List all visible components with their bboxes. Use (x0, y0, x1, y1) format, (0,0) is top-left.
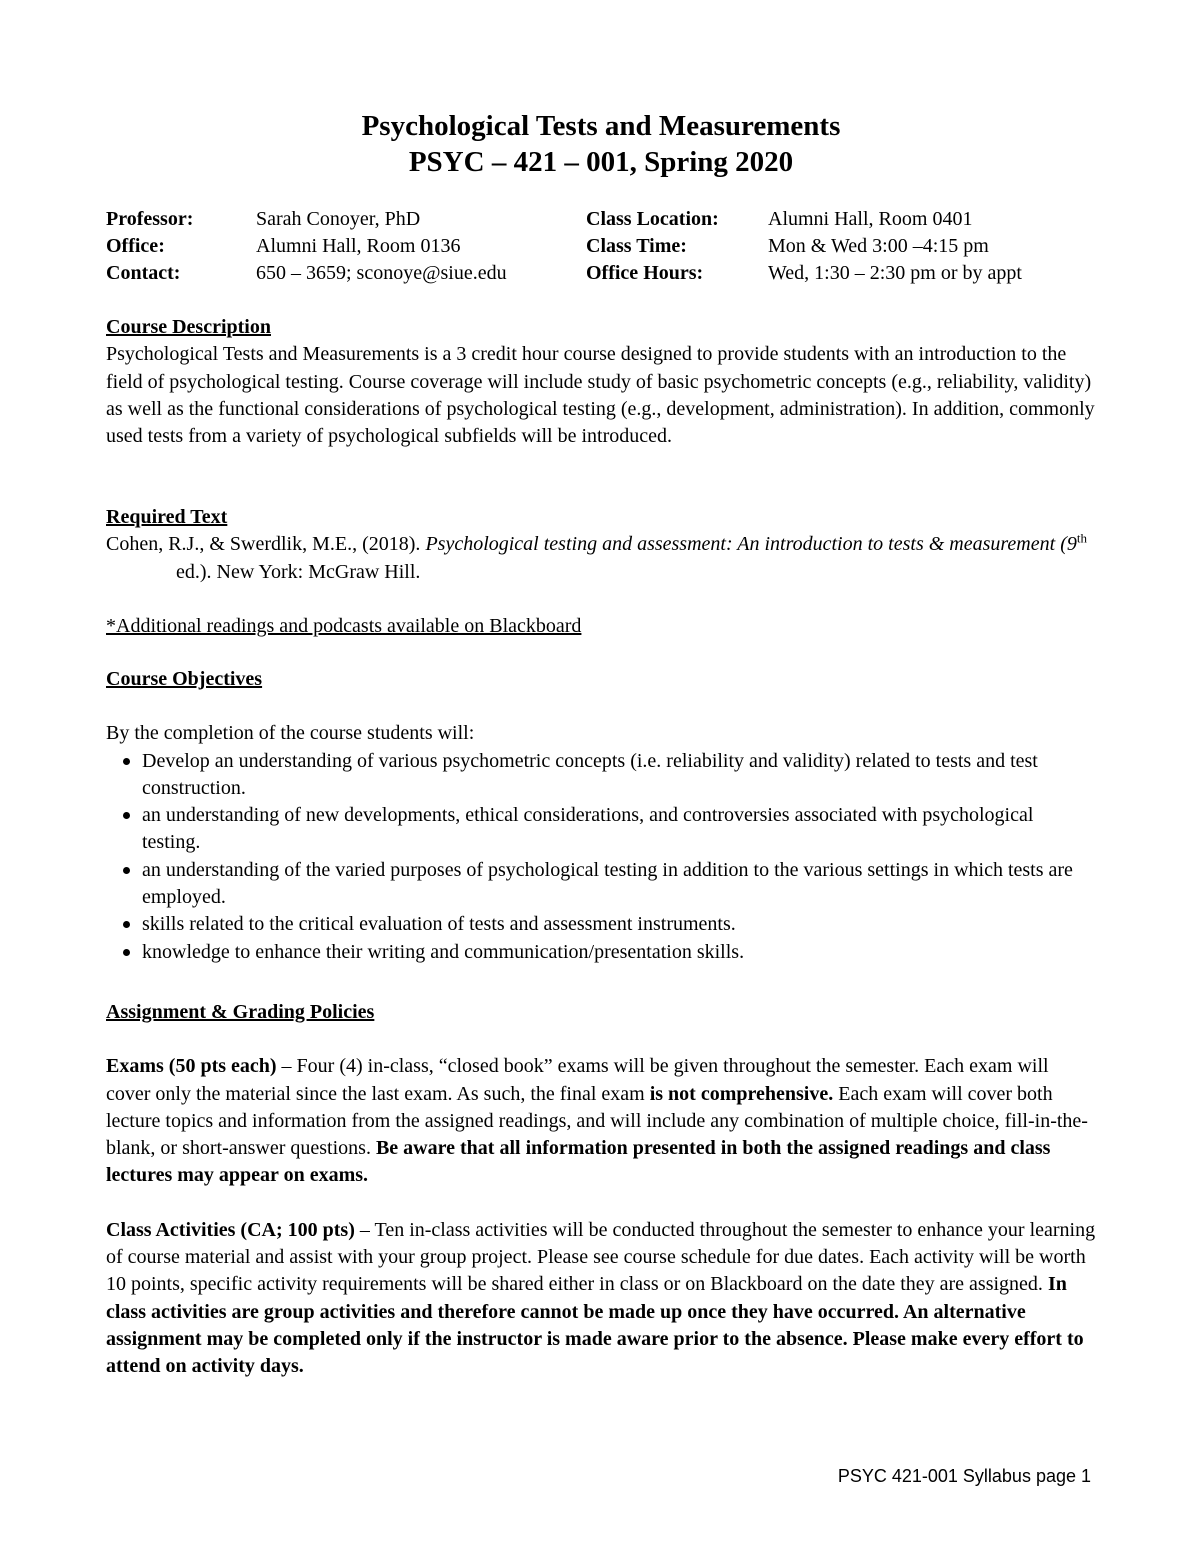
objectives-intro: By the completion of the course students will: (106, 722, 475, 745)
grading-section (106, 999, 1096, 1381)
office-value: Alumni Hall, Room 0136 (256, 235, 461, 257)
course-info-table (106, 206, 1096, 287)
exams-text-2: Each exam will cover both lecture topics and information from the assigned readings, and will include any combination of multiple choice, fill-in-the-blank, or short-answer questions. (106, 1082, 1088, 1160)
class-time-label: Class Time: (586, 235, 687, 257)
office-label: Office: (106, 235, 165, 257)
citation-edition-open: (9 (1055, 533, 1077, 556)
citation-edition-sup: th (1076, 530, 1087, 546)
grading-heading: Assignment & Grading Policies (106, 1001, 375, 1023)
activities-text-1: – Ten in-class activities will be conducted throughout the semester to enhance your learning of course material and assist with your group project. Please see course schedule for due dates. Each activity will be worth 10 points, specific activity requirements will be shared either in class or on Blackboard on the date they are assigned. (106, 1218, 1096, 1296)
list-item: skills related to the critical evaluation of tests and assessment instruments. (106, 911, 1096, 938)
activities-bold-1: In class activities are group activities and therefore cannot be made up once they have occurred. An alternative assignment may be completed only if the instructor is made aware prior to the absence. Please make every effort to attend on activity days. (106, 1273, 1084, 1378)
info-row-office (106, 233, 1096, 260)
course-description-body: Psychological Tests and Measurements is a 3 credit hour course designed to provide students with an introduction to the field of psychological testing. Course coverage will include study of basic psychometric concepts (e.g., reliability, validity) as well as the functional considerations of psychological testing (e.g., development, administration). In addition, commonly used tests from a variety of psychological subfields will be introduced. (106, 343, 1095, 448)
class-location-label: Class Location: (586, 208, 719, 230)
course-objectives-heading: Course Objectives (106, 668, 263, 690)
citation-title: Psychological testing and assessment: An introduction to tests & measurement (425, 533, 1056, 556)
contact-label: Contact: (106, 262, 181, 284)
class-time-value: Mon & Wed 3:00 –4:15 pm (768, 235, 989, 257)
required-text-section (106, 504, 1096, 640)
list-item: knowledge to enhance their writing and communication/presentation skills. (106, 939, 1096, 966)
page-title: Psychological Tests and Measurements (361, 110, 841, 142)
textbook-citation (106, 531, 1096, 586)
course-code-title: PSYC – 421 – 001, Spring 2020 (408, 146, 794, 178)
course-objectives-section (106, 666, 1096, 966)
activities-paragraph (106, 1217, 1096, 1381)
page-footer: PSYC 421-001 Syllabus page 1 (837, 1466, 1091, 1486)
info-row-professor (106, 206, 1096, 233)
professor-value: Sarah Conoyer, PhD (256, 208, 421, 230)
office-hours-label: Office Hours: (586, 262, 704, 284)
list-item: an understanding of new developments, ethical considerations, and controversies associated with psychological testing. (106, 802, 1096, 857)
citation-edition-close: ed.). New York: McGraw Hill. (176, 560, 421, 583)
professor-label: Professor: (106, 208, 194, 230)
additional-readings-note: *Additional readings and podcasts available on Blackboard (106, 614, 582, 637)
course-description-section (106, 314, 1096, 450)
exams-bold-1: is not comprehensive. (649, 1082, 834, 1105)
info-row-contact (106, 260, 1096, 287)
exams-bold-2: Be aware that all information presented in both the assigned readings and class lectures may appear on exams. (106, 1137, 1051, 1187)
class-location-value: Alumni Hall, Room 0401 (768, 208, 973, 230)
exams-paragraph (106, 1053, 1096, 1189)
exams-label: Exams (50 pts each) (106, 1055, 277, 1078)
activities-label: Class Activities (CA; 100 pts) (106, 1218, 355, 1241)
objectives-list (106, 748, 1096, 966)
office-hours-value: Wed, 1:30 – 2:30 pm or by appt (768, 262, 1022, 284)
citation-authors: Cohen, R.J., & Swerdlik, M.E., (2018). (106, 533, 426, 556)
list-item: Develop an understanding of various psychometric concepts (i.e. reliability and validity) related to tests and test construction. (106, 748, 1096, 803)
required-text-heading: Required Text (106, 506, 228, 528)
contact-value[interactable]: 650 – 3659; sconoye@siue.edu (256, 262, 507, 284)
exams-text-1: – Four (4) in-class, “closed book” exams will be given throughout the semester. Each exam will cover only the material since the last exam. As such, the final exam (106, 1055, 1049, 1105)
course-description-heading: Course Description (106, 316, 271, 338)
list-item: an understanding of the varied purposes of psychological testing in addition to the various settings in which tests are employed. (106, 857, 1096, 912)
